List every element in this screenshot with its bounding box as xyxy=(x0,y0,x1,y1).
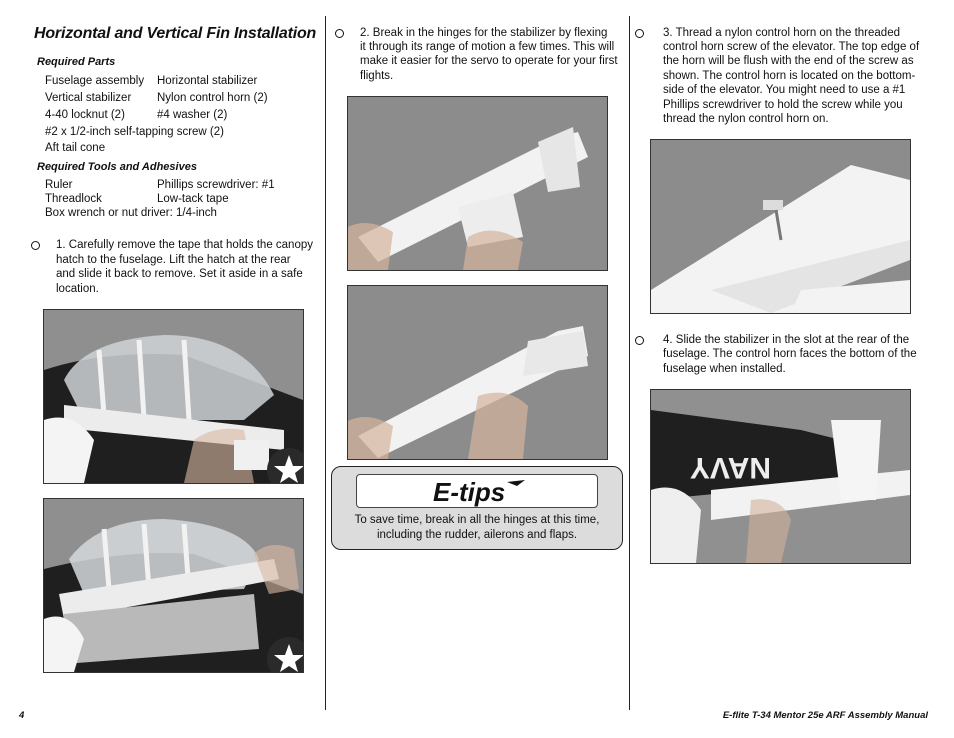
step-3-line: side of the elevator. You might need to use a #1 xyxy=(663,84,906,96)
step-2-line: make it easier for the servo to operate for your first xyxy=(360,55,618,67)
step-checkbox-1[interactable] xyxy=(31,241,40,250)
step-1-line: 1. Carefully remove the tape that holds the canopy xyxy=(56,239,313,251)
required-tools-heading: Required Tools and Adhesives xyxy=(37,161,197,173)
parts-cell: Fuselage assembly xyxy=(45,75,145,87)
etips-line: including the rudder, ailerons and flaps. xyxy=(376,528,578,541)
etips-logo xyxy=(357,475,597,507)
step-3-line: shown. The control horn is located on the bottom- xyxy=(663,70,916,82)
required-parts-heading: Required Parts xyxy=(37,56,116,68)
step-1-line: and slide it back to remove. Set it aside in a safe xyxy=(56,268,303,280)
tools-cell: Threadlock xyxy=(45,193,102,205)
step-3-line: thread the nylon control horn on. xyxy=(663,113,829,125)
parts-cell: #2 x 1/2-inch self-tapping screw (2) xyxy=(45,126,224,138)
step-4-line: 4. Slide the stabilizer in the slot at the rear of the xyxy=(663,334,910,346)
parts-cell: Aft tail cone xyxy=(45,142,106,154)
tools-cell: Low-tack tape xyxy=(157,193,229,205)
svg-text:E-tips: E-tips xyxy=(433,477,506,507)
navy-lettering: NAVY xyxy=(689,451,771,484)
step-2-line: it through its range of motion a few times. This will xyxy=(360,41,615,53)
manual-title: E-flite T-34 Mentor 25e ARF Assembly Manual xyxy=(722,710,928,721)
photo-stabilizer-flex-1 xyxy=(347,96,608,271)
etips-text xyxy=(332,513,622,542)
step-2-line: 2. Break in the hinges for the stabilizer by flexing xyxy=(360,27,608,39)
step-1-line: hatch to the fuselage. Lift the hatch at the rear xyxy=(56,254,291,266)
tools-cell: Phillips screwdriver: #1 xyxy=(157,179,275,191)
step-4-line: fuselage when installed. xyxy=(663,363,786,375)
tools-cell: Ruler xyxy=(45,179,73,191)
etips-logo-frame xyxy=(356,474,598,508)
parts-cell: 4-40 locknut (2) xyxy=(45,109,125,121)
column-divider-right xyxy=(629,16,630,710)
photo-canopy-hatch-2 xyxy=(43,498,304,673)
step-4-line: fuselage. The control horn faces the bottom of the xyxy=(663,348,917,360)
step-checkbox-3[interactable] xyxy=(635,29,644,38)
photo-stabilizer-install xyxy=(650,389,911,564)
etips-callout xyxy=(331,466,623,550)
tools-cell: Box wrench or nut driver: 1/4-inch xyxy=(45,207,217,219)
step-3-line: control horn screw of the elevator. The top edge of xyxy=(663,41,920,53)
etips-line: To save time, break in all the hinges at this time, xyxy=(354,514,600,526)
column-divider-left xyxy=(325,16,326,710)
parts-cell: Vertical stabilizer xyxy=(45,92,132,104)
photo-canopy-hatch-1 xyxy=(43,309,304,484)
page-title: Horizontal and Vertical Fin Installation xyxy=(34,25,317,42)
parts-cell: Nylon control horn (2) xyxy=(157,92,268,104)
parts-cell: #4 washer (2) xyxy=(157,109,228,121)
step-1-line: location. xyxy=(56,283,99,295)
step-3-line: 3. Thread a nylon control horn on the threaded xyxy=(663,27,900,39)
page-number: 4 xyxy=(19,710,25,721)
step-2-line: flights. xyxy=(360,70,394,82)
photo-stabilizer-flex-2 xyxy=(347,285,608,460)
parts-cell: Horizontal stabilizer xyxy=(157,75,258,87)
photo-control-horn xyxy=(650,139,911,314)
step-checkbox-2[interactable] xyxy=(335,29,344,38)
step-3-line: Phillips screwdriver to hold the screw while you xyxy=(663,99,903,111)
step-3-line: the horn will be flush with the end of the screw as xyxy=(663,55,914,67)
step-checkbox-4[interactable] xyxy=(635,336,644,345)
